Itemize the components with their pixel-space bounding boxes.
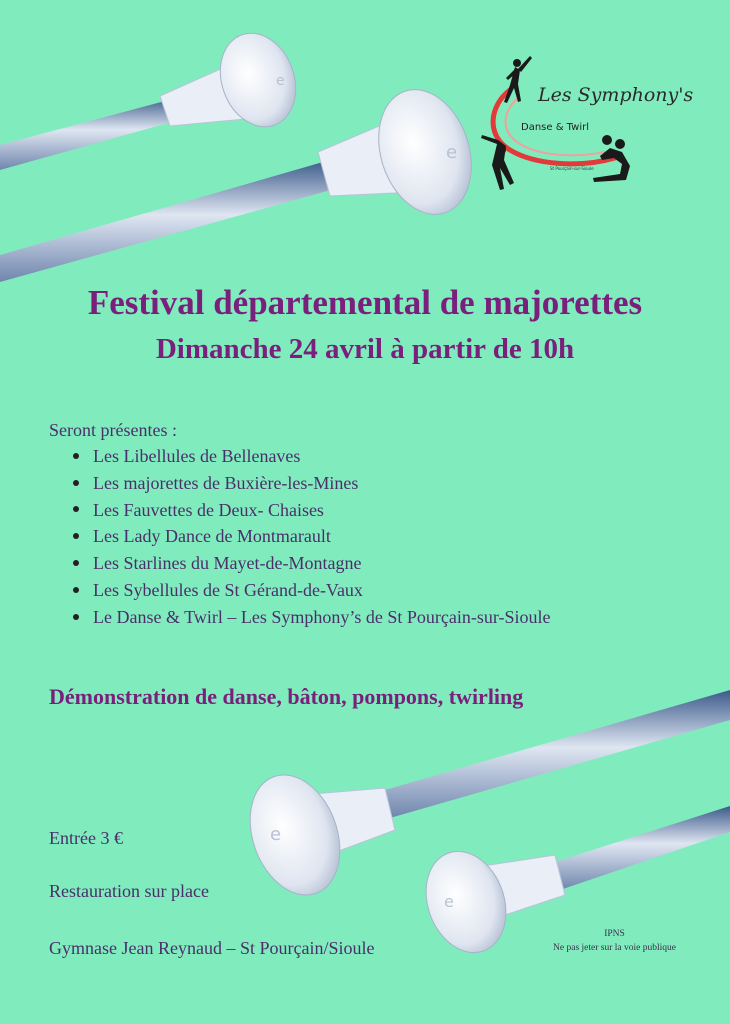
list-item bbox=[73, 497, 551, 524]
svg-text:e: e bbox=[270, 824, 282, 845]
food-info: Restauration sur place bbox=[49, 881, 209, 901]
team-name: Les Libellules de Bellenaves bbox=[93, 446, 301, 466]
baton-top-upper bbox=[0, 23, 308, 170]
dancer-figure-icon bbox=[481, 135, 514, 190]
svg-text:e: e bbox=[446, 142, 458, 163]
team-name: Les Sybellules de St Gérand-de-Vaux bbox=[93, 579, 363, 600]
event-title: Festival départemental de majorettes bbox=[87, 283, 643, 322]
ipns-label: IPNS bbox=[604, 929, 625, 939]
bullet-icon bbox=[73, 533, 79, 539]
event-date: Dimanche 24 avril à partir de 10h bbox=[155, 333, 575, 365]
demonstration-heading: Démonstration de danse, bâton, pompons, twirling bbox=[49, 684, 524, 709]
entry-price: Entrée 3 € bbox=[49, 828, 123, 848]
team-name: Les Starlines du Mayet-de-Montagne bbox=[93, 553, 362, 574]
bullet-icon bbox=[73, 453, 79, 459]
disposal-notice: Ne pas jeter sur la voie publique bbox=[553, 943, 676, 953]
list-item bbox=[73, 550, 551, 577]
logo-name: Les Symphony's bbox=[538, 84, 694, 106]
team-name: Les majorettes de Buxière-les-Mines bbox=[93, 472, 359, 493]
team-name: Les Lady Dance de Montmarault bbox=[93, 526, 331, 547]
list-item bbox=[73, 470, 551, 497]
list-item bbox=[73, 604, 551, 631]
logo-subtitle: Danse & Twirl bbox=[521, 122, 589, 133]
list-item bbox=[73, 443, 551, 470]
bullet-icon bbox=[73, 614, 79, 620]
bullet-icon bbox=[73, 480, 79, 486]
bullet-icon bbox=[73, 506, 79, 512]
list-item bbox=[73, 523, 551, 550]
svg-text:e: e bbox=[276, 73, 285, 89]
bullet-icon bbox=[73, 560, 79, 566]
team-name: Les Fauvettes de Deux- Chaises bbox=[93, 499, 324, 520]
svg-text:e: e bbox=[444, 892, 454, 911]
list-item bbox=[73, 577, 551, 604]
logo-location: St Pourçain-sur-Sioule bbox=[550, 166, 594, 171]
participants-intro: Seront présentes : bbox=[49, 420, 177, 440]
venue-info: Gymnase Jean Reynaud – St Pourçain/Sioule bbox=[49, 938, 375, 958]
participants-list bbox=[73, 443, 551, 631]
team-name: Le Danse & Twirl – Les Symphony’s de St Pourçain-sur-Sioule bbox=[93, 606, 551, 627]
bullet-icon bbox=[73, 587, 79, 593]
footer-notice bbox=[512, 927, 717, 955]
symphonys-logo bbox=[470, 40, 690, 200]
dancer-figure-icon bbox=[504, 56, 532, 103]
